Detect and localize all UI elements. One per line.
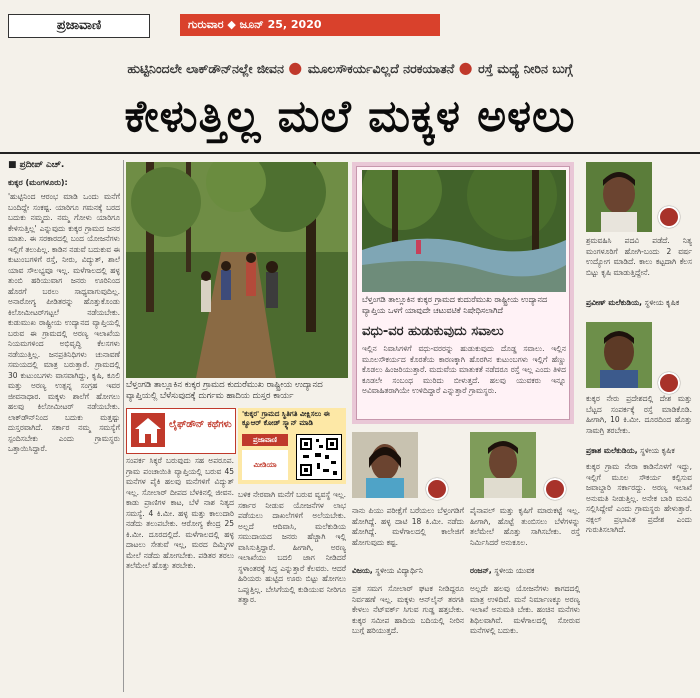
- portrait-vijaya: [352, 432, 418, 498]
- quote-praveen: ಶ್ರಮವಹಿಸಿ ಪದವಿ ಪಡೆದೆ. ನಿತ್ಯ ಮಂಗಳೂರಿಗೆ ಹೋಗಿ-ಬಂದು 2 ವರ್ಷ ಉದ್ಯೋಗ ಮಾಡಿದೆ. ಕಾಲು ಕಟ್ಟದಾಗಿ ಕೆಲಸ ಬಿಟ್ಟು ಕೃಷಿ ಮಾಡುತ್ತಿದ್ದೇನೆ.: [586, 236, 692, 277]
- article-body-col5: ಅಲ್ಲದೇ ಹಲವು ಯೋಜನೆಗಳು ಕಾಗದದಲ್ಲಿ ಮಾತ್ರ ಉಳಿದಿವೆ. ಮನೆ ನಿರ್ಮಾಣಕ್ಕೂ ಅರಣ್ಯ ಇಲಾಖೆ ಅನುಮತಿ ಬೇಕು. ಹಂಚಿನ ಮನೆಗಳು ಶಿಥಿಲವಾಗಿವೆ. ಮಳೆಗಾಲದಲ್ಲಿ ಸೋರುವ ಮನೆಗಳಲ್ಲಿ ಬದುಕು.: [470, 584, 580, 635]
- separator-icon: ◆: [227, 18, 240, 31]
- quote-ranjan: ಪೈನಾಪಲ್ ಮತ್ತು ಕೃಷಿಗೆ ಮಾರುಕಟ್ಟೆ ಇಲ್ಲ. ಹೀಗಾಗಿ, ಹೊಟ್ಟೆ ತುಂಬಿಸಲು ಬೆಳೆಗಳನ್ನು ತಲೆಮೇಲೆ ಹೊತ್ತು ಸಾಗಿಸಬೇಕು. ರಸ್ತೆ ನಿರ್ಮಿಸಿದರೆ ಅನುಕೂಲ.: [470, 506, 580, 547]
- lifedown-title: ಲೈಫ್‌ಡೌನ್ ಕಥೆಗಳು: [169, 419, 232, 430]
- pin-icon: [426, 478, 448, 500]
- qr-promo-text: 'ಕುಕ್ಕರ' ಗ್ರಾಮದ ಸ್ಥಿತಿಗತಿ ವೀಕ್ಷಿಸಲು ಈ ಕ್ಯೂಆರ್ ಕೋಡ್ ಸ್ಕ್ಯಾನ್ ಮಾಡಿ: [242, 410, 330, 427]
- kicker-line: [0, 56, 700, 80]
- quote-prakash: ಕುಕ್ಕರ ನೇರು ಪ್ರದೇಶದಲ್ಲಿ ದೇಶ ಮತ್ತು ಬೆಟ್ಟದ ಸಂಪರ್ಕಕ್ಕೆ ರಸ್ತೆ ಮಾಡಿಕೊಡಿ. ಹೀಗಾಗಿ, 10 ಕಿ.ಮೀ. ದೂರದಿಂದ ಹೊತ್ತು ಸಾಮಗ್ರಿ ತರಬೇಕು.: [586, 394, 692, 435]
- kicker-3: ರಸ್ತೆ ಮಧ್ಯೆ ನೀರಿನ ಬುಗ್ಗೆ: [478, 61, 573, 76]
- date-label: ಜೂನ್ 25, 2020: [239, 18, 322, 31]
- media-label: ಮೀಡಿಯಾ: [242, 450, 288, 480]
- divider: [0, 152, 700, 154]
- qr-code-icon[interactable]: [296, 434, 342, 480]
- bullet-icon: ●: [288, 58, 308, 77]
- sidebar-body: ಇಲ್ಲಿನ ನಿವಾಸಿಗಳಿಗೆ ವಧು-ವರರನ್ನು ಹುಡುಕುವುದು ದೊಡ್ಡ ಸವಾಲು. ಇಲ್ಲಿನ ಮೂಲಸೌಕರ್ಯದ ಕೊರತೆಯ ಕಾರಣಕ್ಕಾಗಿ ಹೊರಗಿನ ಕುಟುಂಬಗಳು ಇಲ್ಲಿಗೆ ಹೆಣ್ಣು ಕೊಡಲು ಹಿಂಜರಿಯುತ್ತಾರೆ. ಮದುವೆಯ ಮಾತುಕತೆ ನಡೆದರೂ ರಸ್ತೆ ಇಲ್ಲ ಎಂದು ತಿಳಿದ ಕೂಡಲೇ ಸಂಬಂಧ ಮುರಿದು ಬೀಳುತ್ತದೆ. ಹಲವು ಯುವಕರು ಇನ್ನೂ ಅವಿವಾಹಿತರಾಗಿಯೇ ಉಳಿದಿದ್ದಾರೆ ಎನ್ನುತ್ತಾರೆ ಗ್ರಾಮಸ್ಥರು.: [362, 344, 566, 395]
- brand-logo: ಪ್ರಜಾವಾಣಿ: [8, 14, 150, 38]
- kicker-1: ಹುಟ್ಟಿನಿಂದಲೇ ಲಾಕ್‌ಡೌನ್‌ನಲ್ಲೇ ಜೀವನ: [127, 61, 284, 76]
- article-body-col3: ಬಳಿಕ ನೇರವಾಗಿ ಮನೆಗೆ ಬರುವ ವ್ಯವಸ್ಥೆ ಇಲ್ಲ. ಸರ್ಕಾರ ನೀಡುವ ಯೋಜನೆಗಳ ಲಾಭ ಪಡೆಯಲು ದಾಖಲೆಗಳಿಗೆ ಅಲೆಯಬೇಕು. ಅಲ್ಲದೆ ಆದಿವಾಸಿ, ಮಲೆಕುಡಿಯ ಸಮುದಾಯದ ಜನರು ಹೆಚ್ಚಾಗಿ ಇಲ್ಲಿ ವಾಸಿಸುತ್ತಿದ್ದಾರೆ. ಹೀಗಾಗಿ, ಅರಣ್ಯ ಇಲಾಖೆಯು ಬದಲಿ ಜಾಗ ನೀಡಿದರೆ ಸ್ಥಳಾಂತರಕ್ಕೆ ಸಿದ್ಧ ಎನ್ನುತ್ತಾರೆ ಕೆಲವರು. ಆದರೆ ಹಿರಿಯರು ಹುಟ್ಟಿದ ಊರು ಬಿಟ್ಟು ಹೋಗಲು ಒಪ್ಪುತ್ತಿಲ್ಲ. ಬೇಸಿಗೆಯಲ್ಲಿ ಕುಡಿಯುವ ನೀರಿಗೂ ತತ್ವಾರ.: [238, 490, 346, 604]
- article-body-col4: ಪ್ರತ ಸಮಗ ಸೋಲಾರ್ ಘಟಕ ನೀಡಿದ್ದರೂ ನಿರ್ವಹಣೆ ಇಲ್ಲ. ಮಕ್ಕಳು ಆನ್‌ಲೈನ್ ತರಗತಿ ಕೇಳಲು ನೆಟ್‌ವರ್ಕ್ ಸಿಗುವ ಗುಡ್ಡ ಹತ್ತಬೇಕು. ಕುಕ್ಕರ ಸಮೀಪ ಹಾದಿಯ ಬದಿಯಲ್ಲಿ ನೀರಿನ ಬುಗ್ಗೆ ಹರಿಯುತ್ತದೆ.: [352, 584, 464, 635]
- pin-icon: [658, 206, 680, 228]
- byline: ■ ಪ್ರದೀಪ್ ಎಚ್.: [8, 160, 65, 170]
- column-divider: [123, 160, 124, 692]
- quote-vijaya-name: ವಿಜಯ, ಸ್ಥಳೀಯ ವಿದ್ಯಾರ್ಥಿನಿ: [352, 566, 424, 575]
- quote-prakash-name: ಪ್ರಕಾಶ ಮಲೆಕುಡಿಯ, ಸ್ಥಳೀಯ ಕೃಷಿಕ: [586, 446, 675, 455]
- photo1-caption: ಬೆಳ್ತಂಗಡಿ ತಾಲ್ಲೂಕಿನ ಕುಕ್ಕರ ಗ್ರಾಮದ ಕುದುರೆಮುಖ ರಾಷ್ಟ್ರೀಯ ಉದ್ಯಾನದ ವ್ಯಾಪ್ತಿಯಲ್ಲಿ ಬೆಳೆಸುವುದಕ್ಕೆ ದುರ್ಗಮ ಹಾದಿಯ ದುಸ್ತರ ಕಾರ್ಯ: [126, 380, 323, 401]
- headline: ಕೇಳುತ್ತಿಲ್ಲ ಮಲೆ ಮಕ್ಕಳ ಅಳಲು: [124, 91, 576, 142]
- forest-path-photo: [126, 162, 348, 378]
- portrait-ranjan: [470, 432, 536, 498]
- photo2-caption: ಬೆಳ್ತಂಗಡಿ ತಾಲ್ಲೂಕಿನ ಕುಕ್ಕರ ಗ್ರಾಮದ ಕುದುರೆಮುಖ ರಾಷ್ಟ್ರೀಯ ಉದ್ಯಾನದ ವ್ಯಾಪ್ತಿಯ ಒಳಗೆ ಯಾವುದೇ ಚಟುವಟಿಕೆ ನಿಷೇಧಿಸಲಾಗಿದೆ: [362, 295, 548, 315]
- portrait-praveen: [586, 162, 652, 232]
- house-icon: [131, 413, 165, 447]
- article-body-col2: ಸಂಪರ್ಕ ಸಿಕ್ಕರೆ ಬರುವುದು ಸಹ ಅಪರೂಪ. ಗ್ರಾಮ ಪಂಚಾಯಿತಿ ವ್ಯಾಪ್ತಿಯಲ್ಲಿ ಬರುವ 45 ಮನೆಗಳ ಪೈಕಿ ಹಲವು ಮನೆಗಳಿಗೆ ವಿದ್ಯುತ್ ಇಲ್ಲ. ಸೋಲಾರ್ ದೀಪದ ಬೆಳಕಿನಲ್ಲಿ ಜೀವನ. ಕಾಡು ಪ್ರಾಣಿಗಳ ಕಾಟ, ಬೆಳೆ ನಾಶ ನಿತ್ಯದ ಸಮಸ್ಯೆ. 4 ಕಿ.ಮೀ. ಹಳ್ಳ ಮತ್ತು ಕಾಲುದಾರಿ ನಡೆದು ತಲುಪಬೇಕು. ಆರೋಗ್ಯ ಕೇಂದ್ರ 25 ಕಿ.ಮೀ. ದೂರದಲ್ಲಿದೆ. ಮಳೆಗಾಲದಲ್ಲಿ ಹಳ್ಳ ದಾಟಲು ಸೇತುವೆ ಇಲ್ಲ, ಮರದ ದಿಮ್ಮಿಗಳ ಮೇಲೆ ನಡೆದು ಹೋಗಬೇಕು. ಪಡಿತರ ತರಲು ತಲೆಮೇಲೆ ಹೊತ್ತು ತರಬೇಕು.: [126, 456, 234, 570]
- dateline-place: ಕುಕ್ಕರ (ಮಂಗಳೂರು):: [8, 178, 68, 187]
- article-body-right: ಕುಕ್ಕರ ಗ್ರಾಮ ನೇರಾ ಕಾಡಿನೊಳಗೆ ಇದ್ದು, ಇಲ್ಲಿಗೆ ಮೂಲ ಸೌಕರ್ಯ ಕಲ್ಪಿಸುವ ಜವಾಬ್ದಾರಿ ಸರ್ಕಾರದ್ದು. ಅರಣ್ಯ ಇಲಾಖೆ ಅನುಮತಿ ನೀಡುತ್ತಿಲ್ಲ. ಅನೇಕ ಬಾರಿ ಮನವಿ ಸಲ್ಲಿಸಿದ್ದೇವೆ ಎಂದು ಗ್ರಾಮಸ್ಥರು ಹೇಳುತ್ತಾರೆ. ನಕ್ಸಲ್ ಪ್ರಭಾವಿತ ಪ್ರದೇಶ ಎಂದು ಗುರುತಿಸಲಾಗಿದೆ.: [586, 462, 692, 534]
- prajavani-mini-logo: ಪ್ರಜಾವಾಣಿ: [242, 434, 288, 446]
- pin-icon: [544, 478, 566, 500]
- dateline-bar: [180, 14, 440, 36]
- portrait-prakash: [586, 322, 652, 388]
- lifedown-box: [126, 408, 236, 454]
- qr-promo: [238, 408, 346, 484]
- pin-icon: [658, 372, 680, 394]
- kicker-2: ಮೂಲಸೌಕರ್ಯವಿಲ್ಲದೆ ನರಕಯಾತನೆ: [307, 61, 455, 76]
- quote-praveen-name: ಪ್ರವೀಣ್ ಮಲೆಕುಡಿಯ, ಸ್ಥಳೀಯ ಕೃಷಿಕ: [586, 298, 680, 307]
- masthead: [0, 0, 700, 40]
- bullet-icon: ●: [458, 58, 479, 77]
- stream-photo: [362, 170, 566, 292]
- article-body-col1: 'ಹುಟ್ಟಿನಿಂದ ಆರಂಭ ಮಾಡಿ ಒಂದು ಮನೆಗೆ ಬಂದಿದ್ದೇ ಸಂಕಷ್ಟ. ಯಾರಿಗೂ ಗಮನಕ್ಕೆ ಬರದ ಬದುಕು ನಮ್ಮದು. ನಮ್ಮ ಗೋಳು ಯಾರಿಗೂ ಕೇಳಿಸುತ್ತಿಲ್ಲ' ಎನ್ನುವುದು ಕುಕ್ಕರ ಗ್ರಾಮದ ಜನರ ಮಾತು. ಈ ಸರಕಾರದಲ್ಲಿ ಬಂದ ಯೋಜನೆಗಳು ಇಲ್ಲಿಗೆ ತಲುಪಿಲ್ಲ. ಕಾಡಿನ ನಡುವೆ ಬದುಕುವ ಈ ಕುಟುಂಬಗಳಿಗೆ ರಸ್ತೆ, ನೀರು, ವಿದ್ಯುತ್, ಶಾಲೆ ಯಾವ ಸೌಲಭ್ಯವೂ ಇಲ್ಲ. ಮಳೆಗಾಲದಲ್ಲಿ ಹಳ್ಳ ತುಂಬಿ ಹರಿಯುವಾಗ ಜನರು ಊರಿನಿಂದ ಹೊರಗೆ ಬರಲು ಸಾಧ್ಯವಾಗುವುದಿಲ್ಲ. ಅನಾರೋಗ್ಯ ಪೀಡಿತರನ್ನು ಹೊತ್ತುಕೊಂಡು ಕಿಲೋಮೀಟರ್‌ಗಟ್ಟಲೆ ನಡೆಯಬೇಕು. ಕುಡುಮುಖ ರಾಷ್ಟ್ರೀಯ ಉದ್ಯಾನದ ವ್ಯಾಪ್ತಿಯಲ್ಲಿ ಬರುವ ಈ ಗ್ರಾಮದಲ್ಲಿ ಅರಣ್ಯ ಇಲಾಖೆಯ ನಿಯಮಗಳಿಂದ ಅಭಿವೃದ್ಧಿ ಕೆಲಸಗಳು ನಡೆಯುತ್ತಿಲ್ಲ. ಜನಪ್ರತಿನಿಧಿಗಳು ಚುನಾವಣೆ ಸಮಯದಲ್ಲಿ ಮಾತ್ರ ಬರುತ್ತಾರೆ. ಗ್ರಾಮದಲ್ಲಿ 30 ಕುಟುಂಬಗಳು ವಾಸವಾಗಿದ್ದು, ಕೃಷಿ, ಕೂಲಿ ಮತ್ತು ಅರಣ್ಯ ಉತ್ಪನ್ನ ಸಂಗ್ರಹ ಇವರ ಜೀವನಾಧಾರ. ಮಕ್ಕಳು ಶಾಲೆಗೆ ಹೋಗಲು ಹಲವು ಕಿಲೋಮೀಟರ್ ನಡೆಯಬೇಕು. ಲಾಕ್‌ಡೌನ್‌ನಿಂದ ಬದುಕು ಮತ್ತಷ್ಟು ದುಸ್ತರವಾಗಿದೆ. ಸರ್ಕಾರ ನಮ್ಮ ಸಮಸ್ಯೆಗೆ ಸ್ಪಂದಿಸಬೇಕು ಎಂದು ಗ್ರಾಮಸ್ಥರು ಒತ್ತಾಯಿಸಿದ್ದಾರೆ.: [8, 192, 120, 453]
- quote-ranjan-name: ರಂಜನ್, ಸ್ಥಳೀಯ ಯುವಕ: [470, 566, 535, 575]
- quote-vijaya: ನಾನು ಪಿಯು ಪರೀಕ್ಷೆಗೆ ಬರೆಯಲು ಬೆಳ್ತಂಗಡಿಗೆ ಹೋಗಿದ್ದೆ. ಹಳ್ಳ ದಾಟಿ 18 ಕಿ.ಮೀ. ನಡೆದು ಹೋಗಿದ್ದೆ. ಮಳೆಗಾಲದಲ್ಲಿ ಕಾಲೇಜಿಗೆ ಹೋಗುವುದು ಕಷ್ಟ.: [352, 506, 464, 547]
- day-label: ಗುರುವಾರ: [188, 18, 224, 31]
- sidebar-title: ವಧು-ವರ ಹುಡುಕುವುದು ಸವಾಲು: [362, 324, 504, 339]
